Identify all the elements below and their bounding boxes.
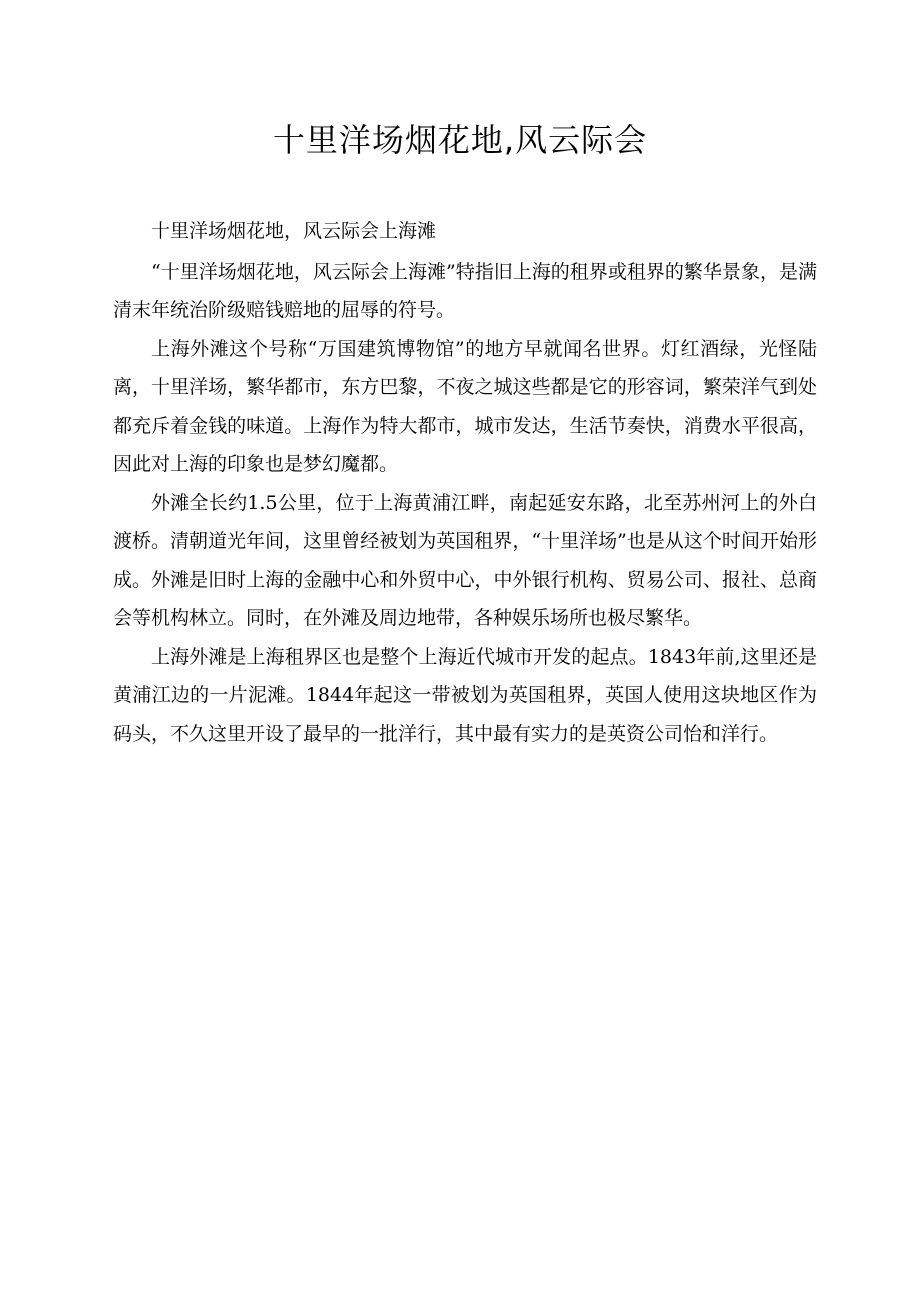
bund-history-paragraph: 上海外滩是上海租界区也是整个上海近代城市开发的起点。1843年前,这里还是黄浦江边的一片泥滩。1844年起这一带被划为英国租界，英国人使用这块地区作为码头，不久这里开设了最早的一批洋行，其中最有实力的是英资公司怡和洋行。 <box>113 645 817 745</box>
intro-paragraph: “十里洋场烟花地，风云际会上海滩”特指旧上海的租界或租界的繁华景象，是满清末年统治阶级赔钱赔地的屈辱的符号。 <box>113 260 817 321</box>
bund-description-paragraph: 上海外滩这个号称“万国建筑博物馆”的地方早就闻名世界。灯红酒绿，光怪陆离，十里洋场，繁华都市，东方巴黎，不夜之城这些都是它的形容词，繁荣洋气到处都充斥着金钱的味道。上海作为特大都市，城市发达，生活节奏快，消费水平很高，因此对上海的印象也是梦幻魔都。 <box>113 337 817 475</box>
page-title: 十里洋场烟花地,风云际会 <box>272 121 648 159</box>
document-body <box>113 212 817 753</box>
subheading-paragraph: 十里洋场烟花地，风云际会上海滩 <box>151 220 437 242</box>
bund-geography-paragraph: 外滩全长约1.5公里，位于上海黄浦江畔，南起延安东路，北至苏州河上的外白渡桥。清朝道光年间，这里曾经被划为英国租界，“十里洋场”也是从这个时间开始形成。外滩是旧时上海的金融中心和外贸中心，中外银行机构、贸易公司、报社、总商会等机构林立。同时，在外滩及周边地带，各种娱乐场所也极尽繁华。 <box>113 491 817 629</box>
